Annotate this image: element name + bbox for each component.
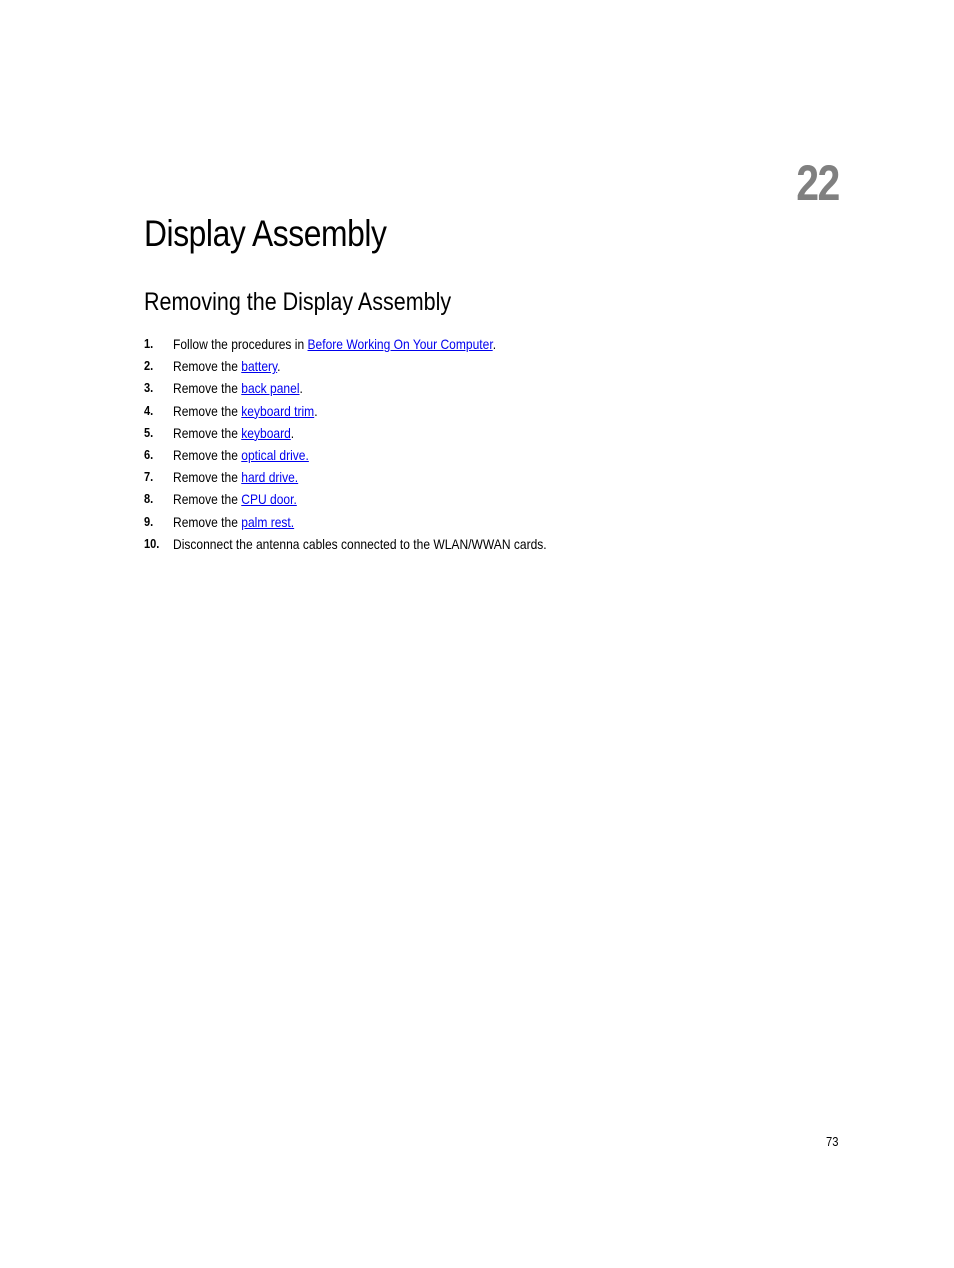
step-number: 2. [144,358,154,374]
link-hard-drive[interactable]: hard drive. [241,469,299,486]
list-item [144,355,607,377]
step-text-pre: Remove the [173,380,242,397]
step-text-pre: Remove the [173,424,242,441]
step-text-post: . [492,336,497,352]
step-number: 6. [144,447,154,463]
link-keyboard[interactable]: keyboard [241,424,291,441]
link-before-working[interactable]: Before Working On Your Computer [307,336,493,352]
step-text [173,533,547,555]
list-item [144,511,607,533]
step-number: 10. [144,535,160,551]
link-keyboard-trim[interactable]: keyboard trim [241,402,315,419]
step-text-post: . [299,380,303,397]
step-number: 9. [144,513,154,529]
list-item [144,444,607,466]
list-item [144,400,607,422]
step-text [173,422,294,444]
step-text-post: . [290,424,295,441]
list-item [144,533,607,555]
step-number: 1. [144,336,154,351]
step-number: 8. [144,491,154,507]
step-text [173,511,294,533]
link-battery[interactable]: battery [241,358,278,375]
step-text [173,488,297,510]
procedure-steps [144,333,607,555]
step-text [173,355,281,377]
step-text-pre: Remove the [173,491,242,508]
step-text [173,333,496,355]
list-item [144,333,607,355]
step-text-pre: Disconnect the antenna cables connected to the WLAN/WWAN cards. [173,535,547,552]
step-text-pre: Remove the [173,358,242,375]
step-number: 5. [144,424,154,440]
link-back-panel[interactable]: back panel [241,380,300,397]
step-text-pre: Follow the procedures in [173,336,308,352]
step-text-pre: Remove the [173,469,242,486]
list-item [144,488,607,510]
step-number: 3. [144,380,154,396]
section-title: Removing the Display Assembly [144,288,452,316]
step-text [173,444,309,466]
step-text [173,400,318,422]
list-item [144,466,607,488]
step-number: 4. [144,402,154,418]
step-text-pre: Remove the [173,402,242,419]
list-item [144,377,607,399]
step-number: 7. [144,469,154,485]
link-palm-rest[interactable]: palm rest. [241,513,295,530]
chapter-number: 22 [796,155,839,211]
step-text-pre: Remove the [173,513,242,530]
step-text-pre: Remove the [173,447,242,464]
list-item [144,422,607,444]
link-optical-drive[interactable]: optical drive. [241,447,309,464]
step-text-post: . [277,358,281,375]
step-text [173,466,298,488]
link-cpu-door[interactable]: CPU door. [241,491,297,508]
page-number: 73 [825,1134,838,1149]
chapter-title: Display Assembly [144,213,387,254]
step-text-post: . [314,402,318,419]
step-text [173,377,303,399]
